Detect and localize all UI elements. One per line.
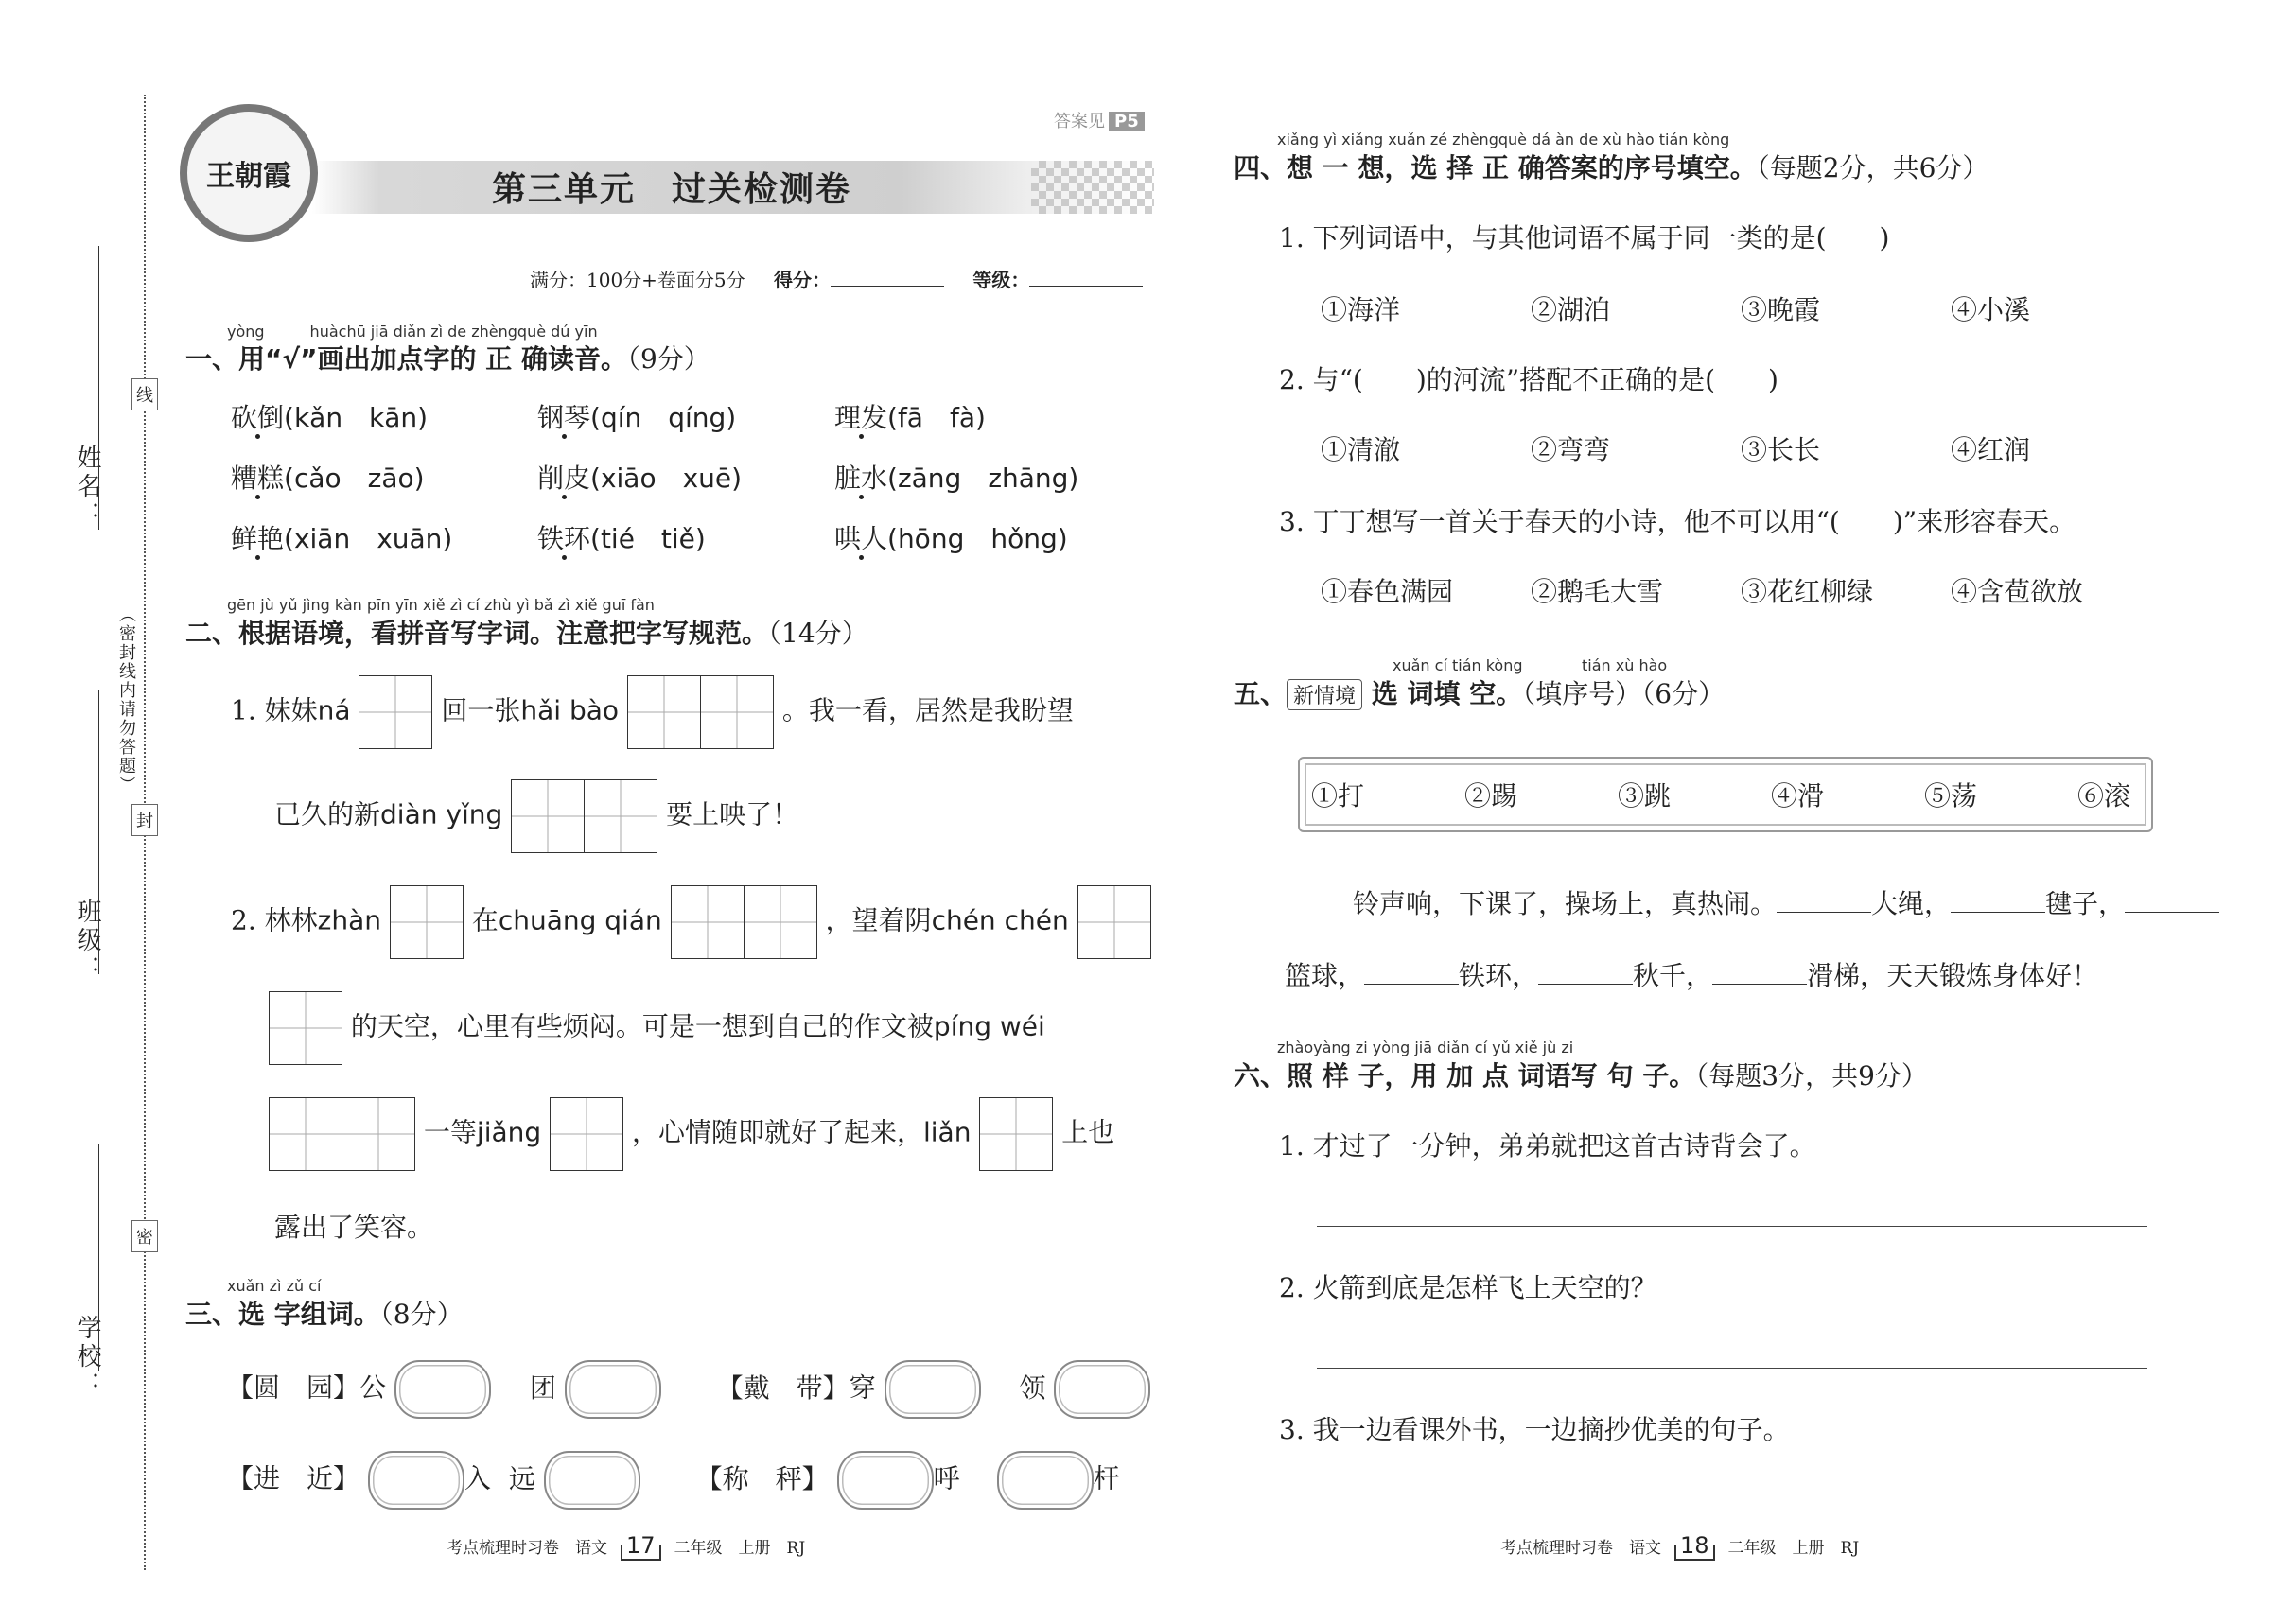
page-number-left: 17	[621, 1532, 661, 1561]
writing-grid[interactable]	[627, 675, 774, 749]
answer-cloud[interactable]	[394, 1360, 491, 1419]
answer-line-1[interactable]	[1317, 1226, 2147, 1227]
s4-q1: 1. 下列词语中，与其他词语不属于同一类的是( )	[1279, 222, 1890, 253]
writing-grid[interactable]	[359, 675, 432, 749]
s4-q1-option-3[interactable]: ③晚霞	[1741, 294, 1821, 325]
fill-blank[interactable]	[1777, 912, 1871, 913]
seal-tag-seal: 封	[131, 804, 158, 836]
writing-grid[interactable]	[390, 885, 464, 959]
answer-cloud[interactable]	[837, 1451, 934, 1510]
s5-line-2: 篮球， 铁环， 秋千， 滑梯，天天锻炼身体好！	[1285, 960, 2099, 991]
s4-q3-option-4[interactable]: ④含苞欲放	[1951, 576, 2084, 607]
new-context-badge: 新情境	[1287, 679, 1362, 710]
fill-blank[interactable]	[1712, 984, 1807, 985]
school-field-line[interactable]	[98, 1144, 99, 1371]
fill-blank[interactable]	[1951, 912, 2045, 913]
s4-q1-option-4[interactable]: ④小溪	[1951, 294, 2031, 325]
fill-blank[interactable]	[1364, 984, 1459, 985]
s4-q2-option-3[interactable]: ③长长	[1741, 434, 1821, 465]
s1-item-6[interactable]: 脏水(zāng zhāng)	[834, 463, 1079, 494]
s6-q1: 1. 才过了一分钟，弟弟就把这首古诗背会了。	[1279, 1130, 1816, 1161]
answer-reference: 答案见 P5	[1054, 108, 1145, 132]
s6-pinyin: zhàoyàng zi yòng jiā diǎn cí yǔ xiě jù zi	[1277, 1039, 1574, 1056]
s1-title: 一、用“√”画出加点字的 正 确读音。（9分）	[185, 343, 710, 375]
grade-label: 等级：	[972, 269, 1030, 291]
answer-cloud[interactable]	[1054, 1360, 1150, 1419]
fill-blank[interactable]	[1538, 984, 1633, 985]
s1-item-3[interactable]: 理发(fā fà)	[834, 402, 986, 433]
page-number-right: 18	[1674, 1532, 1715, 1561]
s1-item-5[interactable]: 削皮(xiāo xuē)	[537, 463, 743, 494]
s1-item-9[interactable]: 哄人(hōng hǒng)	[834, 523, 1068, 554]
writing-grid[interactable]	[269, 1097, 415, 1171]
s5-option-5[interactable]: ⑤荡	[1924, 780, 1978, 812]
footer-right: 考点梳理时习卷 语文 18 二年级 上册 RJ	[1500, 1532, 1860, 1559]
answer-cloud[interactable]	[544, 1451, 640, 1510]
writing-grid[interactable]	[269, 991, 342, 1065]
score-line	[530, 265, 1143, 292]
s5-pinyin-b: tián xù hào	[1582, 656, 1668, 674]
s1-item-8[interactable]: 铁环(tié tiě)	[537, 523, 706, 554]
s2-q1-line1: 1. 妹妹ná 回一张hǎi bào 。我一看，居然是我盼望	[231, 675, 1074, 749]
class-label: 班级：	[73, 899, 101, 984]
s4-title: 四、想 一 想，选 择 正 确答案的序号填空。（每题2分，共6分）	[1234, 152, 1989, 183]
s4-q3-option-3[interactable]: ③花红柳绿	[1741, 576, 1874, 607]
s2-q1-line2: 已久的新diàn yǐng 要上映了！	[274, 779, 798, 853]
s1-pinyin: yòng huàchū jiā diǎn zì de zhèngquè dú yīn	[227, 323, 598, 341]
answer-cloud[interactable]	[565, 1360, 661, 1419]
answer-cloud[interactable]	[997, 1451, 1094, 1510]
class-field-line[interactable]	[98, 690, 99, 974]
s5-option-3[interactable]: ③跳	[1618, 780, 1672, 812]
writing-grid[interactable]	[671, 885, 817, 959]
s5-line-1: 铃声响，下课了，操场上，真热闹。 大绳， 毽子，	[1353, 883, 2219, 921]
s4-q1-option-2[interactable]: ②湖泊	[1531, 294, 1611, 325]
s5-option-4[interactable]: ④滑	[1771, 780, 1825, 812]
s3-title: 三、选 字组词。（8分）	[185, 1299, 464, 1330]
s2-q2-line1: 2. 林林zhàn 在chuāng qián ，望着阴chén chén	[231, 885, 1151, 959]
page-title: 第三单元 过关检测卷	[491, 170, 851, 209]
logo-text: 王朝霞	[206, 160, 291, 193]
s4-q2-option-4[interactable]: ④红润	[1951, 434, 2031, 465]
s1-item-4[interactable]: 糟糕(cǎo zāo)	[231, 463, 425, 494]
s6-title: 六、照 样 子，用 加 点 词语写 句 子。（每题3分，共9分）	[1234, 1060, 1928, 1091]
s6-q3: 3. 我一边看课外书，一边摘抄优美的句子。	[1279, 1414, 1790, 1445]
s5-title: 五、 新情境 选 词填 空。（填序号）（6分）	[1234, 678, 1726, 709]
answer-cloud[interactable]	[368, 1451, 464, 1510]
s4-q2-option-1[interactable]: ①清澈	[1321, 434, 1401, 465]
school-label: 学校：	[73, 1315, 101, 1400]
writing-grid[interactable]	[979, 1097, 1053, 1171]
s2-q2-line4: 露出了笑容。	[274, 1212, 434, 1243]
s6-q2: 2. 火箭到底是怎样飞上天空的？	[1279, 1272, 1657, 1303]
writing-grid[interactable]	[1077, 885, 1151, 959]
brand-logo	[180, 104, 318, 242]
fill-blank[interactable]	[2125, 912, 2219, 913]
s3-row-1: 【圆 园】公 团 【戴 带】穿 领	[227, 1360, 1150, 1419]
s2-pinyin: gēn jù yǔ jìng kàn pīn yīn xiě zì cí zhù yì bǎ zì xiě guī fàn	[227, 596, 655, 614]
name-field-line[interactable]	[98, 246, 99, 530]
writing-grid[interactable]	[550, 1097, 623, 1171]
word-options-box	[1298, 757, 2153, 832]
answer-line-2[interactable]	[1317, 1368, 2147, 1369]
s4-pinyin: xiǎng yì xiǎng xuǎn zé zhèngquè dá àn de xù hào tián kòng	[1277, 131, 1730, 148]
seal-tag-secret: 密	[131, 1220, 158, 1252]
s4-q3-option-2[interactable]: ②鹅毛大雪	[1531, 576, 1664, 607]
footer-left: 考点梳理时习卷 语文 17 二年级 上册 RJ	[447, 1532, 806, 1559]
full-score: 满分：100分+卷面分5分	[530, 269, 745, 291]
s3-row-2: 【进 近】 入 远 【称 秤】 呼 杆	[227, 1451, 1120, 1510]
s1-item-1[interactable]: 砍倒(kǎn kān)	[231, 402, 429, 433]
sealing-note: （密封线内请勿答题）	[116, 605, 136, 795]
s4-q2-option-2[interactable]: ②弯弯	[1531, 434, 1611, 465]
s2-q2-line3: 一等jiǎng ，心情随即就好了起来，liǎn 上也	[269, 1097, 1114, 1171]
s4-q1-option-1[interactable]: ①海洋	[1321, 294, 1401, 325]
writing-grid[interactable]	[511, 779, 657, 853]
grade-blank[interactable]	[1029, 286, 1143, 287]
s4-q3-option-1[interactable]: ①春色满园	[1321, 576, 1454, 607]
s5-pinyin-a: xuǎn cí tián kòng	[1393, 656, 1523, 674]
s4-q2: 2. 与“( )的河流”搭配不正确的是( )	[1279, 364, 1778, 395]
s1-item-2[interactable]: 钢琴(qín qíng)	[537, 402, 737, 433]
s3-pinyin: xuǎn zì zǔ cí	[227, 1277, 322, 1295]
s5-option-2[interactable]: ②踢	[1464, 780, 1518, 812]
score-blank[interactable]	[831, 286, 944, 287]
answer-cloud[interactable]	[885, 1360, 981, 1419]
seal-tag-line: 线	[131, 378, 158, 410]
s5-option-1[interactable]: ①打	[1311, 780, 1365, 812]
s2-title: 二、根据语境，看拼音写字词。注意把字写规范。（14分）	[185, 618, 868, 649]
s5-option-6[interactable]: ⑥滚	[2077, 780, 2131, 812]
s1-item-7[interactable]: 鲜艳(xiān xuān)	[231, 523, 453, 554]
score-label: 得分：	[774, 269, 832, 291]
name-label: 姓名：	[73, 445, 101, 530]
s4-q3: 3. 丁丁想写一首关于春天的小诗，他不可以用“( )”来形容春天。	[1279, 506, 2076, 537]
s2-q2-line2: 的天空，心里有些烦闷。可是一想到自己的作文被píng wéi	[269, 991, 1045, 1065]
